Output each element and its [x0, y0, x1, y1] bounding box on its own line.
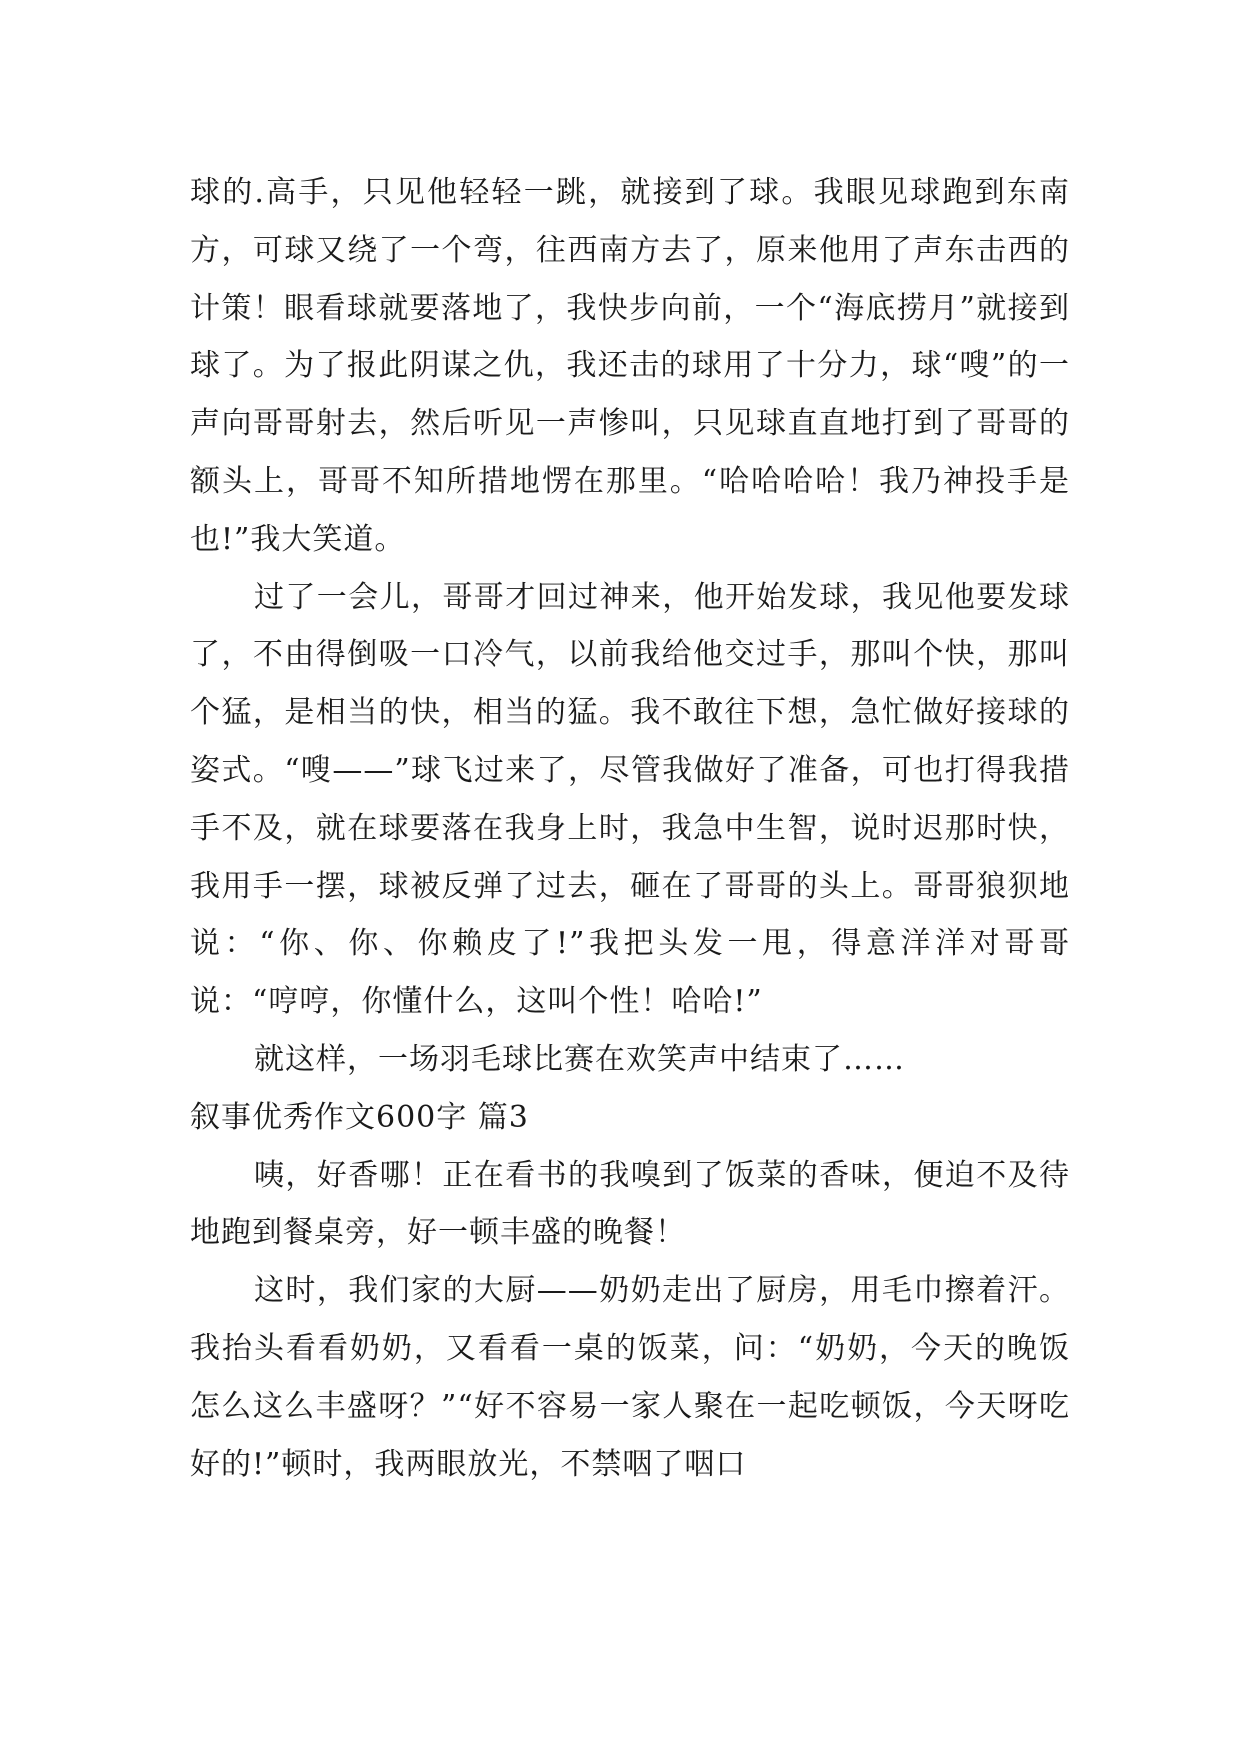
paragraph-continued: 球的.高手，只见他轻轻一跳，就接到了球。我眼见球跑到东南方，可球又绕了一个弯，往西南方去了，原来他用了声东击西的计策！眼看球就要落地了，我快步向前，一个“海底捞月”就接到球了。为了报此阴谋之仇，我还击的球用了十分力，球“嗖”的一声向哥哥射去，然后听见一声惨叫，只见球直直地打到了哥哥的额头上，哥哥不知所措地愣在那里。“哈哈哈哈！我乃神投手是也!”我大笑道。 [190, 175, 1070, 557]
paragraph-ending: 就这样，一场羽毛球比赛在欢笑声中结束了…… [254, 1041, 905, 1077]
document-body [190, 164, 1070, 1493]
essay-heading: 叙事优秀作文600字 篇3 [190, 1099, 529, 1135]
paragraph-grandma: 这时，我们家的大厨——奶奶走出了厨房，用毛巾擦着汗。我抬头看看奶奶，又看看一桌的饭菜，问：“奶奶，今天的晚饭怎么这么丰盛呀？”“好不容易一家人聚在一起吃顿饭，今天呀吃好的!”顿时，我两眼放光，不禁咽了咽口 [190, 1273, 1070, 1482]
paragraph-serve: 过了一会儿，哥哥才回过神来，他开始发球，我见他要发球了，不由得倒吸一口冷气，以前我给他交过手，那叫个快，那叫个猛，是相当的快，相当的猛。我不敢往下想，急忙做好接球的姿式。“嗖——”球飞过来了，尽管我做好了准备，可也打得我措手不及，就在球要落在我身上时，我急中生智，说时迟那时快，我用手一摆，球被反弹了过去，砸在了哥哥的头上。哥哥狼狈地说：“你、你、你赖皮了!”我把头发一甩，得意洋洋对哥哥说：“哼哼，你懂什么，这叫个性！哈哈!” [190, 579, 1070, 1020]
paragraph-smell: 咦，好香哪！正在看书的我嗅到了饭菜的香味，便迫不及待地跑到餐桌旁，好一顿丰盛的晚餐！ [190, 1157, 1070, 1251]
